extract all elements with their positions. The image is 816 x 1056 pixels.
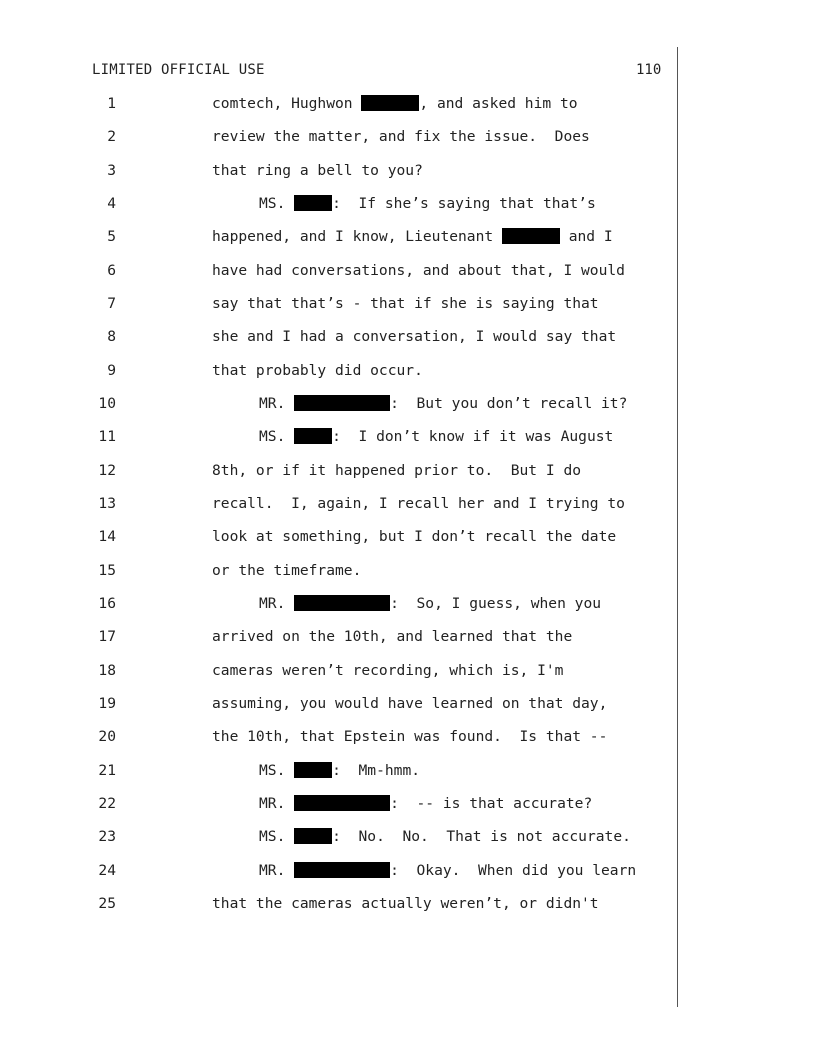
line-text (212, 294, 599, 314)
line-text (259, 861, 636, 881)
text-segment: she and I had a conversation, I would say that (212, 328, 617, 346)
text-segment: 8th, or if it happened prior to. But I do (212, 461, 582, 479)
line-text (212, 161, 423, 181)
text-segment: cameras weren’t recording, which is, I'm (212, 661, 564, 679)
line-text (212, 327, 616, 347)
text-segment: that the cameras actually weren’t, or didn't (212, 894, 599, 912)
redaction-box (294, 595, 390, 611)
text-segment: MS. (259, 828, 295, 846)
text-segment: have had conversations, and about that, I would (212, 261, 625, 279)
transcript-line (0, 794, 670, 814)
redaction-box (294, 428, 332, 444)
text-segment: review the matter, and fix the issue. Does (212, 128, 590, 146)
text-segment: MR. (259, 394, 295, 412)
redaction-box (294, 862, 390, 878)
text-segment: recall. I, again, I recall her and I trying to (212, 494, 625, 512)
transcript-line (0, 761, 670, 781)
line-number: 5 (107, 228, 116, 246)
line-text (259, 394, 627, 414)
line-number: 11 (98, 428, 116, 446)
text-segment: MS. (259, 194, 295, 212)
line-number: 16 (98, 594, 116, 612)
text-segment: : No. No. That is not accurate. (332, 828, 631, 846)
redaction-box (502, 228, 560, 244)
text-segment: : Mm-hmm. (332, 761, 421, 779)
line-text (259, 594, 601, 614)
line-text (212, 494, 625, 514)
line-text (212, 727, 607, 747)
line-text (259, 194, 596, 214)
line-number: 15 (98, 561, 116, 579)
transcript-line (0, 494, 670, 514)
line-number: 20 (98, 728, 116, 746)
text-segment: that ring a bell to you? (212, 161, 423, 179)
page-number: 110 (636, 62, 662, 78)
text-segment: MS. (259, 428, 295, 446)
text-segment: MS. (259, 761, 295, 779)
transcript-line (0, 361, 670, 381)
text-segment: : But you don’t recall it? (390, 394, 628, 412)
transcript-line (0, 161, 670, 181)
line-text (212, 261, 625, 281)
line-number: 23 (98, 828, 116, 846)
transcript-line (0, 461, 670, 481)
line-number: 17 (98, 628, 116, 646)
transcript-line (0, 561, 670, 581)
line-text (212, 627, 572, 647)
line-text (212, 461, 581, 481)
text-segment: arrived on the 10th, and learned that the (212, 628, 573, 646)
line-text (259, 827, 631, 847)
classification-header: LIMITED OFFICIAL USE (92, 62, 265, 78)
transcript-line (0, 827, 670, 847)
transcript-line (0, 227, 670, 247)
line-number: 4 (107, 194, 116, 212)
line-number: 21 (98, 761, 116, 779)
line-number: 6 (107, 261, 116, 279)
text-segment: MR. (259, 594, 295, 612)
text-segment: or the timeframe. (212, 561, 362, 579)
transcript-line (0, 294, 670, 314)
line-number: 10 (98, 394, 116, 412)
text-segment: look at something, but I don’t recall the date (212, 528, 617, 546)
transcript-line (0, 427, 670, 447)
text-segment: and I (559, 228, 613, 246)
text-segment: : So, I guess, when you (390, 594, 602, 612)
transcript-line (0, 127, 670, 147)
line-text (212, 561, 361, 581)
text-segment: assuming, you would have learned on that day, (212, 694, 608, 712)
text-segment: MR. (259, 794, 295, 812)
line-number: 3 (107, 161, 116, 179)
text-segment: : Okay. When did you learn (390, 861, 637, 879)
text-segment: : If she’s saying that that’s (332, 194, 596, 212)
redaction-box (294, 828, 332, 844)
line-number: 12 (98, 461, 116, 479)
line-text (259, 794, 592, 814)
text-segment: : I don’t know if it was August (332, 428, 614, 446)
line-number: 1 (107, 95, 116, 112)
line-text (212, 661, 563, 681)
text-segment: MR. (259, 861, 295, 879)
line-text (212, 94, 578, 114)
line-text (212, 894, 599, 914)
text-segment: the 10th, that Epstein was found. Is that -- (212, 728, 608, 746)
transcript-line (0, 627, 670, 647)
line-number: 7 (107, 294, 116, 312)
transcript-line (0, 261, 670, 281)
line-text (212, 127, 590, 147)
text-segment: happened, and I know, Lieutenant (212, 228, 502, 246)
text-segment: , and asked him to (419, 95, 578, 112)
redaction-box (294, 395, 390, 411)
transcript-line (0, 661, 670, 681)
line-number: 14 (98, 528, 116, 546)
transcript-line (0, 694, 670, 714)
line-text (259, 427, 613, 447)
transcript-line (0, 861, 670, 881)
text-segment: say that that’s - that if she is saying that (212, 294, 599, 312)
redaction-box (294, 762, 332, 778)
transcript-line (0, 94, 670, 114)
line-number: 18 (98, 661, 116, 679)
transcript-line (0, 527, 670, 547)
transcript-line (0, 594, 670, 614)
transcript-line (0, 327, 670, 347)
text-segment: : -- is that accurate? (390, 794, 593, 812)
line-number: 13 (98, 494, 116, 512)
margin-rule (677, 47, 678, 1007)
line-number: 2 (107, 128, 116, 146)
transcript-line (0, 194, 670, 214)
line-number: 24 (98, 861, 116, 879)
line-number: 19 (98, 694, 116, 712)
line-number: 22 (98, 794, 116, 812)
transcript-line (0, 727, 670, 747)
line-text (212, 227, 613, 247)
text-segment: comtech, Hughwon (212, 95, 362, 112)
line-number: 25 (98, 894, 116, 912)
line-number: 9 (107, 361, 116, 379)
line-text (259, 761, 420, 781)
line-number: 8 (107, 328, 116, 346)
redaction-box (361, 95, 419, 111)
redaction-box (294, 795, 390, 811)
line-text (212, 694, 607, 714)
redaction-box (294, 195, 332, 211)
line-text (212, 361, 423, 381)
text-segment: that probably did occur. (212, 361, 423, 379)
transcript-line (0, 394, 670, 414)
transcript-line (0, 894, 670, 914)
line-text (212, 527, 616, 547)
